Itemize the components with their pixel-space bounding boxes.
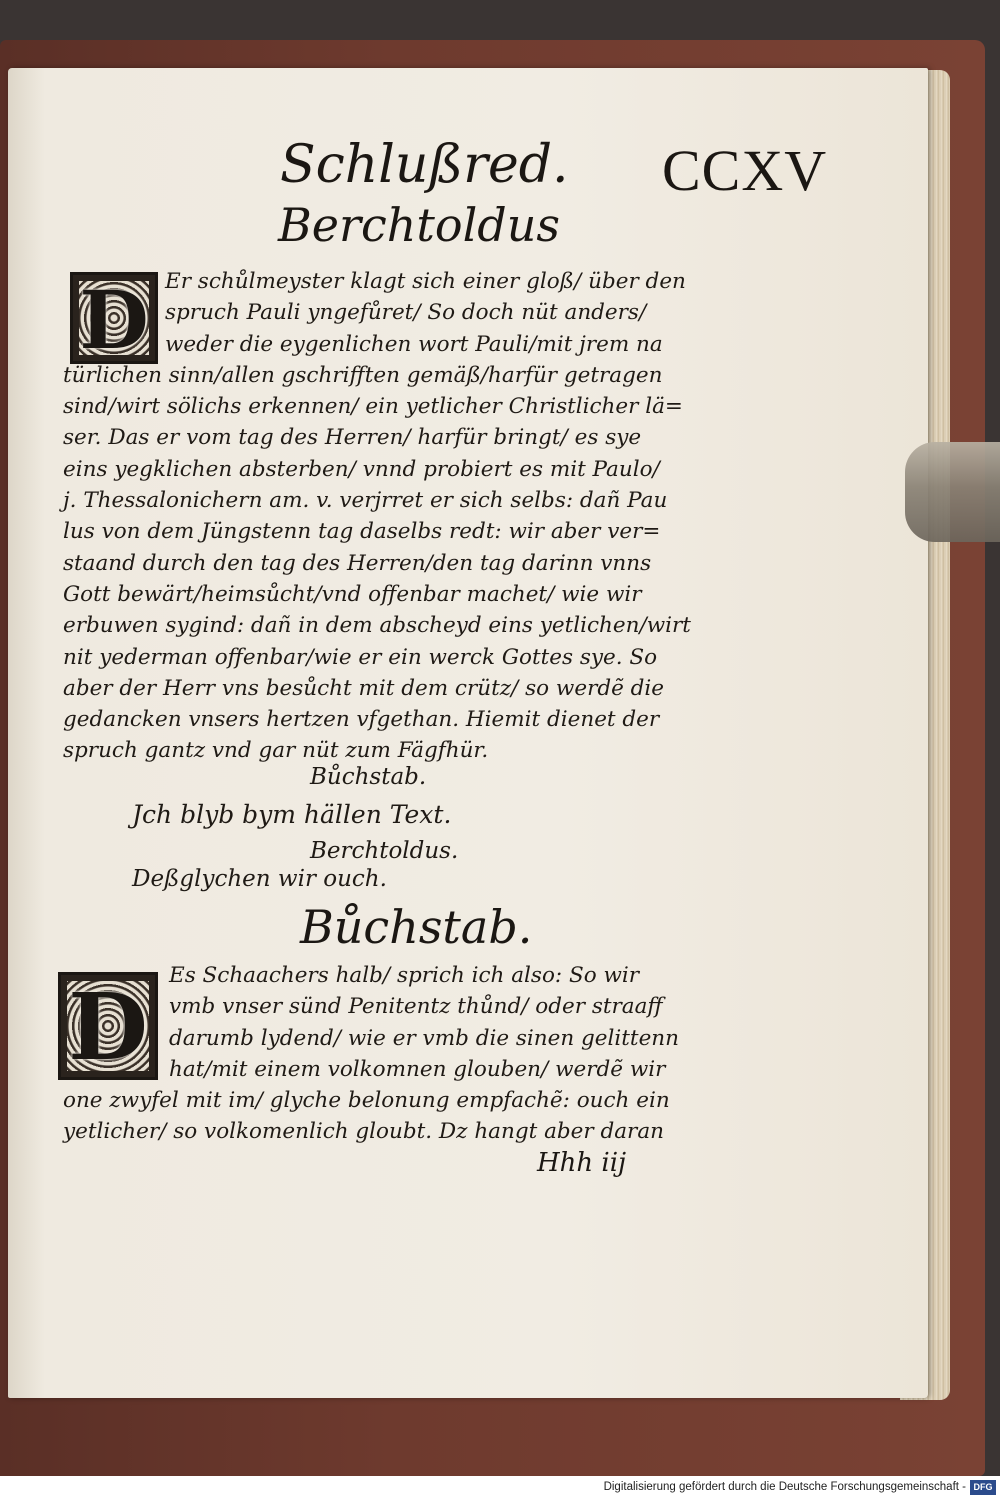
running-head: Schlußred. [280, 135, 569, 195]
text-line: lus von dem Jüngstenn tag daselbs redt: wir aber ver= [63, 519, 661, 545]
dialog-speaker-berchtoldus: Berchtoldus. [310, 838, 459, 864]
text-line: spruch gantz vnd gar nüt zum Fägfhür. [63, 738, 489, 764]
initial-letter: D [79, 273, 149, 367]
signature-mark: Hhh iij [537, 1148, 627, 1178]
dialog-speaker-buchstab: Bůchstab. [310, 764, 427, 790]
footer-bar [0, 1476, 1000, 1499]
initial-letter: D [68, 973, 148, 1081]
text-line: weder die eygenlichen wort Pauli/mit jrem na [165, 331, 663, 357]
text-line: sind/wirt sölichs erkennen/ ein yetlicher Christlicher lä= [63, 394, 683, 420]
text-line: erbuwen sygind: dañ in dem abscheyd eins yetlichen/wirt [63, 613, 691, 639]
text-line: Er schůlmeyster klagt sich einer gloß/ über den [165, 269, 686, 294]
paragraph-berchtoldus [63, 266, 743, 767]
text-line: aber der Herr vns besůcht mit dem crütz/ so werdẽ die [63, 675, 665, 701]
bookmark-clip [905, 442, 1000, 542]
speaker-heading-berchtoldus: Berchtoldus [278, 198, 560, 252]
text-line: staand durch den tag des Herren/den tag darinn vnns [63, 550, 652, 576]
text-line: darumb lydend/ wie er vmb die sinen gelittenn [169, 1025, 679, 1051]
dialog-line: Deßglychen wir ouch. [132, 866, 387, 892]
text-line: yetlicher/ so volkomenlich gloubt. Dz hangt aber daran [63, 1119, 665, 1145]
text-line: one zwyfel mit im/ glyche belonung empfachẽ: ouch ein [63, 1088, 670, 1114]
speaker-heading-buchstab: Bůchstab. [300, 900, 533, 954]
text-line: j. Thessalonichern am. v. verjrret er sich selbs: dañ Pau [63, 488, 668, 514]
text-line: Es Schaachers halb/ sprich ich also: So wir [169, 963, 640, 988]
text-line: spruch Pauli yngefůret/ So doch nüt anders/ [165, 300, 647, 326]
paragraph-buchstab [63, 960, 753, 1148]
text-line: türlichen sinn/allen gschrifften gemäß/harfür getragen [63, 362, 663, 388]
text-line: vmb vnser sünd Penitentz thůnd/ oder straaff [169, 994, 663, 1020]
text-line: hat/mit einem volkomnen glouben/ werdẽ wir [169, 1056, 666, 1082]
funding-credit: Digitalisierung gefördert durch die Deutsche Forschungsgemeinschaft - [603, 1481, 966, 1493]
text-line: eins yegklichen absterben/ vnnd probiert es mit Paulo/ [63, 456, 660, 482]
text-line: nit yederman offenbar/wie er ein werck Gottes sye. So [63, 644, 658, 670]
text-line: gedancken vnsers hertzen vfgethan. Hiemit dienet der [63, 707, 660, 733]
page-header [0, 135, 1000, 205]
text-line: Gott bewärt/heimsůcht/vnd offenbar machet/ wie wir [63, 581, 642, 607]
folio-number: CCXV [662, 138, 828, 203]
dfg-logo: DFG [970, 1480, 996, 1495]
dialog-line: Jch blyb bym hällen Text. [132, 800, 452, 829]
text-line: ser. Das er vom tag des Herren/ harfür bringt/ es sye [63, 425, 642, 451]
